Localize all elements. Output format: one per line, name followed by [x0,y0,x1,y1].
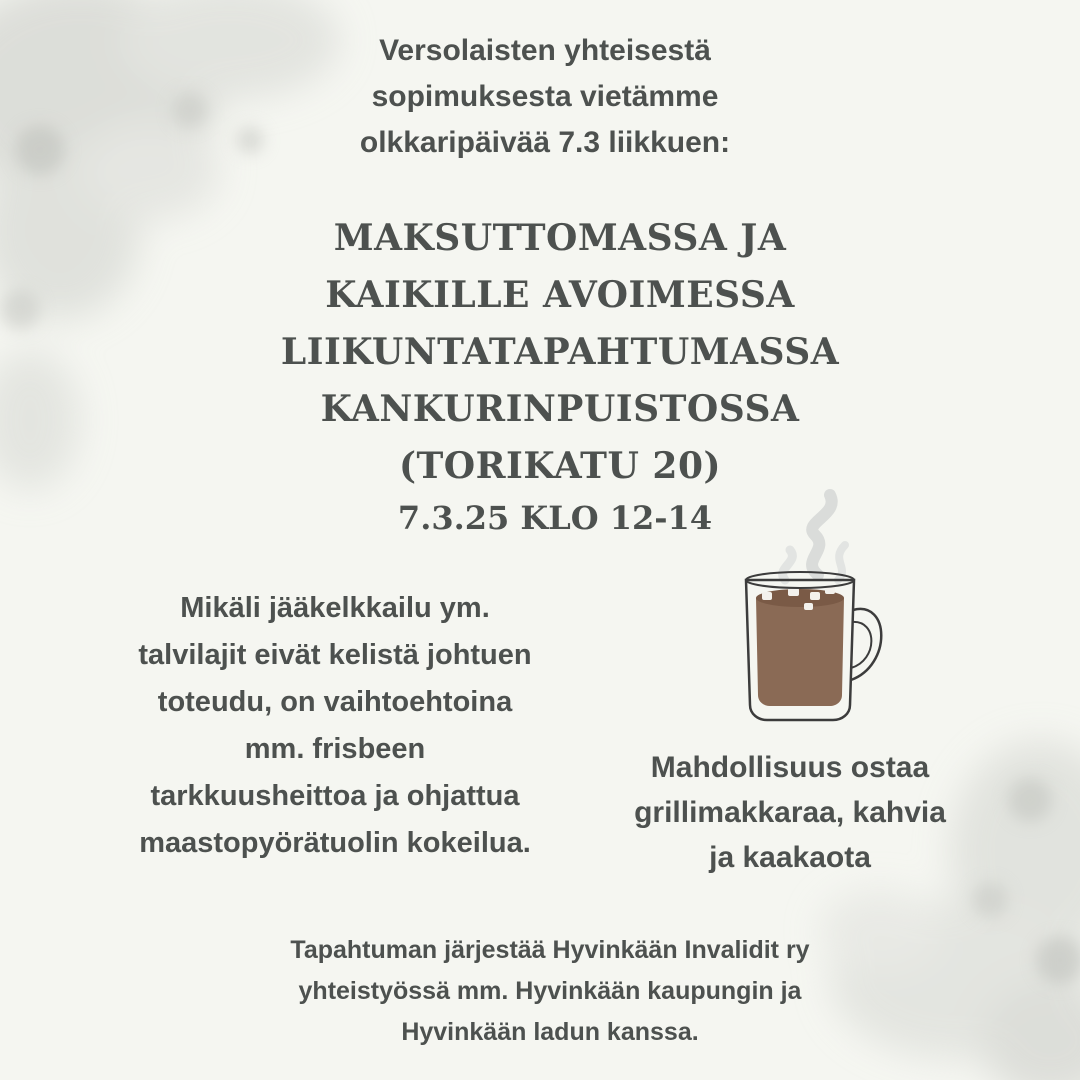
winter-line: Mikäli jääkelkkailu ym. [180,592,490,624]
winter-line: tarkkuusheittoa ja ohjattua [150,780,520,812]
refreshments-text [610,745,970,880]
hot-cocoa-mug-icon [730,480,910,730]
winter-line: maastopyörätuolin kokeilua. [139,827,531,859]
refreshments-line: grillimakkaraa, kahvia [634,796,946,829]
headline-line: KAIKILLE AVOIMESSA [325,274,795,316]
intro-text [300,28,790,166]
headline-line: MAKSUTTOMASSA JA [333,217,787,259]
headline-line: LIIKUNTATAPAHTUMASSA [280,331,840,373]
organizer-line: Hyvinkään ladun kanssa. [401,1018,699,1046]
intro-line: Versolaisten yhteisestä [379,34,711,67]
refreshments-line: ja kaakaota [709,841,871,874]
organizer-text [240,930,860,1053]
winter-line: mm. frisbeen [244,733,426,765]
event-headline [230,210,890,495]
winter-line: toteudu, on vaihtoehtoina [157,686,513,718]
intro-line: sopimuksesta vietämme [371,80,719,113]
headline-line: (TORIKATU 20) [398,445,722,487]
refreshments-line: Mahdollisuus ostaa [650,751,930,784]
winter-line: talvilajit eivät kelistä johtuen [138,639,532,671]
organizer-line: Tapahtuman järjestää Hyvinkään Invalidit ry [290,936,810,964]
intro-line: olkkaripäivää 7.3 liikkuen: [359,126,731,159]
event-datetime: 7.3.25 KLO 12-14 [397,499,713,537]
organizer-line: yhteistyössä mm. Hyvinkään kaupungin ja [298,977,802,1005]
headline-line: KANKURINPUISTOSSA [320,388,800,430]
winter-alternatives-text [100,585,570,867]
